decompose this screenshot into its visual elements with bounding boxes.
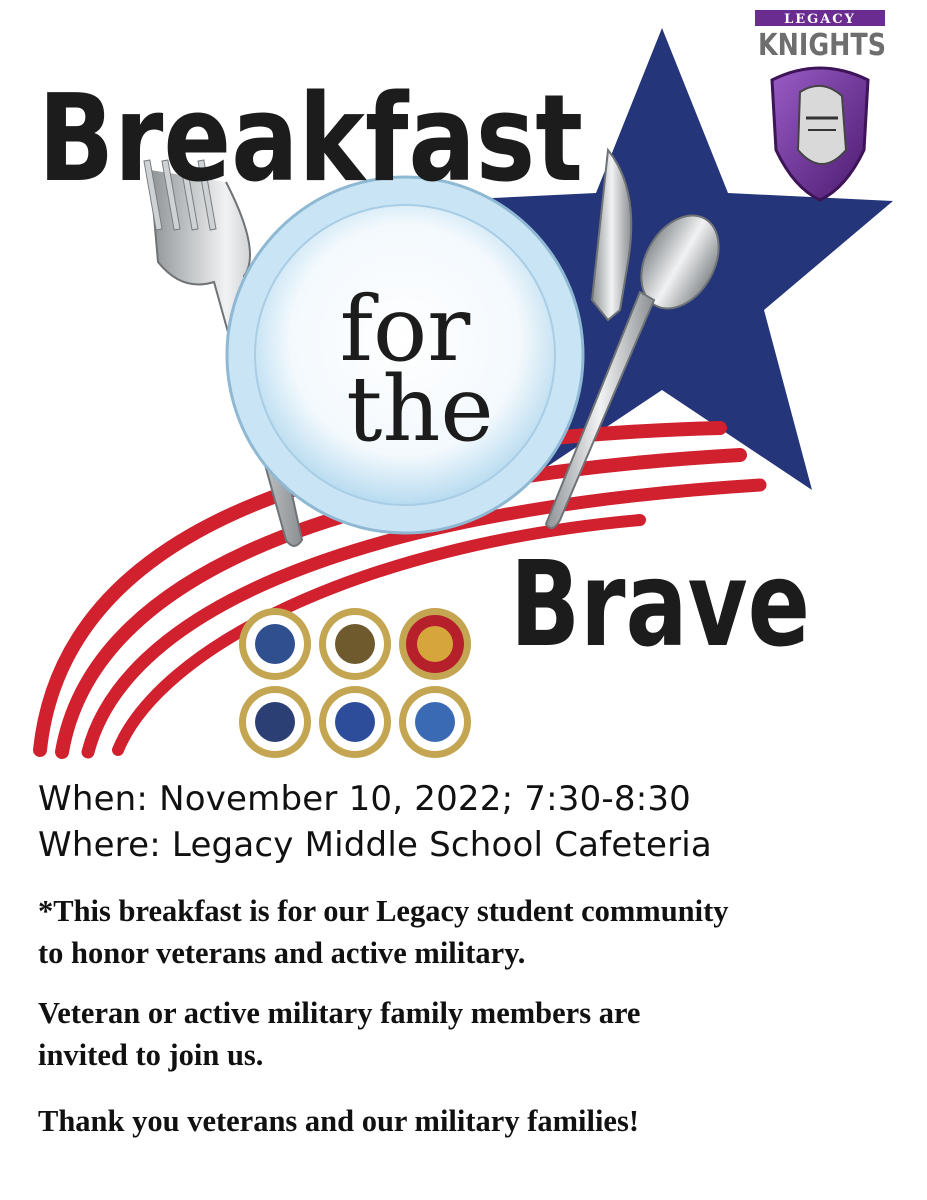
legacy-knights-logo: [755, 10, 886, 200]
paragraph-purpose-line2: to honor veterans and active military.: [38, 936, 526, 970]
title-breakfast: Breakfast: [38, 70, 583, 209]
title-for: for: [339, 277, 471, 382]
title-brave: Brave: [510, 535, 810, 673]
logo-knights-text: KNIGHTS: [758, 28, 886, 63]
paragraph-purpose: [38, 890, 908, 974]
military-seals: [239, 608, 471, 758]
event-when: When: November 10, 2022; 7:30-8:30: [38, 779, 692, 819]
department-of-defense-seal: [239, 608, 311, 680]
title-the: the: [346, 357, 494, 462]
marine-corps-seal: [399, 608, 471, 680]
paragraph-thanks: Thank you veterans and our military families!: [38, 1104, 639, 1138]
coast-guard-seal: [399, 686, 471, 758]
army-seal: [319, 608, 391, 680]
event-where: Where: Legacy Middle School Cafeteria: [38, 825, 712, 865]
paragraph-invitation: [38, 992, 908, 1076]
paragraph-invitation-line1: Veteran or active military family members are: [38, 996, 641, 1030]
logo-legacy-text: LEGACY: [784, 12, 856, 27]
event-info: [38, 770, 908, 1142]
paragraph-purpose-line1: *This breakfast is for our Legacy student community: [38, 894, 729, 928]
paragraph-invitation-line2: invited to join us.: [38, 1038, 264, 1072]
air-force-seal: [319, 686, 391, 758]
navy-seal: [239, 686, 311, 758]
knight-helmet-icon: [798, 86, 846, 164]
